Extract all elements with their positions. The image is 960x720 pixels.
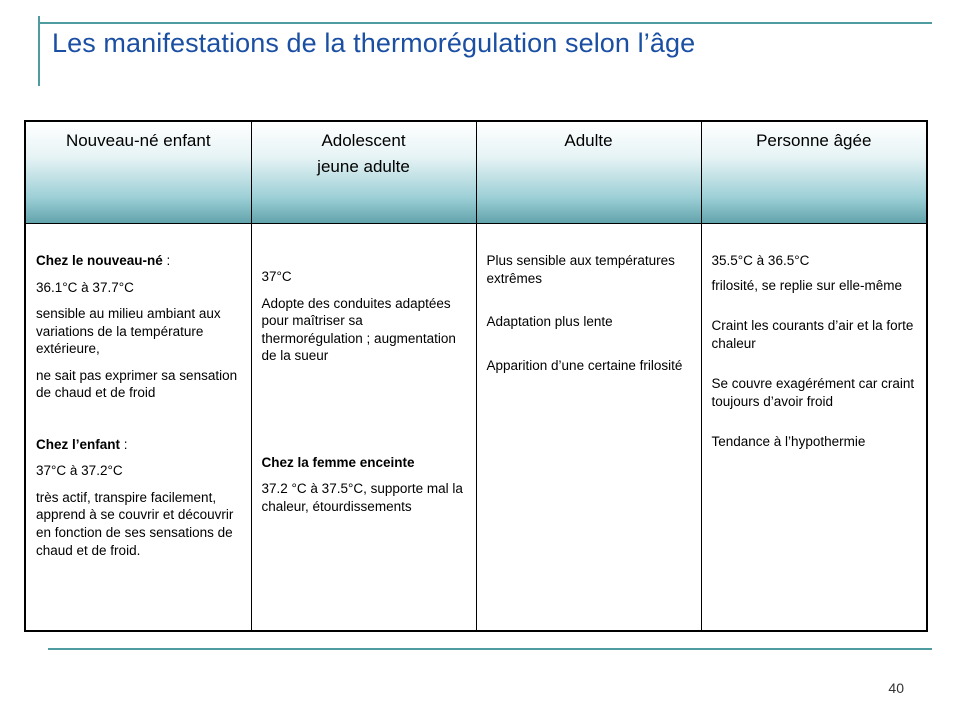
slide-title: Les manifestations de la thermorégulation selon l’âge: [52, 28, 696, 58]
agee-item-4: Tendance à l’hypothermie: [711, 434, 866, 450]
agee-temperature: 35.5°C à 36.5°C: [711, 253, 810, 268]
page-number: 40: [888, 680, 904, 696]
header-adolescent: [251, 122, 476, 224]
adulte-item-1: Plus sensible aux températures extrêmes: [486, 253, 675, 286]
header-adulte: [476, 122, 701, 224]
cell-adulte: [476, 224, 701, 631]
nn-heading: [36, 252, 243, 270]
ado-temperature: 37°C: [261, 269, 292, 284]
header-label: Nouveau-né enfant: [65, 131, 211, 150]
adulte-item-3: Apparition d’une certaine frilosité: [486, 357, 683, 373]
header-label-line2: jeune adulte: [317, 157, 410, 177]
thermoregulation-table: [24, 120, 928, 632]
agee-item-1: frilosité, se replie sur elle-même: [711, 277, 903, 293]
femme-enceinte-description: 37.2 °C à 37.5°C, supporte mal la chaleur, étourdissements: [261, 481, 463, 514]
enfant-description: très actif, transpire facilement, apprend à se couvrir et découvrir en fonction de ses sensations de chaud et de froid.: [36, 489, 234, 558]
enfant-heading: [36, 436, 243, 454]
adulte-item-2: Adaptation plus lente: [486, 314, 613, 330]
header-label: Adolescent: [321, 131, 406, 150]
left-decorative-line: [38, 16, 40, 86]
agee-item-2: Craint les courants d’air et la forte chaleur: [711, 318, 914, 351]
cell-adolescent: [251, 224, 476, 631]
bottom-decorative-line: [48, 648, 932, 650]
enfant-temperature: 37°C à 37.2°C: [36, 463, 123, 479]
spacer: [262, 374, 468, 454]
nn-description-1: sensible au milieu ambiant aux variations de la température extérieure,: [36, 306, 221, 357]
header-label: Personne âgée: [756, 131, 872, 150]
enfant-colon: :: [120, 436, 128, 452]
table-header-row: [26, 122, 926, 224]
header-personne-agee: [701, 122, 926, 224]
header-nouveau-ne-enfant: [26, 122, 251, 224]
agee-item-3: Se couvre exagérément car craint toujours d’avoir froid: [711, 376, 915, 409]
enfant-label: Chez l’enfant: [36, 436, 121, 452]
table-grid: [26, 122, 926, 630]
nn-colon: :: [162, 253, 171, 268]
top-decorative-line: [38, 22, 932, 24]
cell-nouveau-ne-enfant: [26, 224, 251, 631]
nn-temperature: 36.1°C à 37.7°C: [36, 279, 134, 295]
ado-description: Adopte des conduites adaptées pour maîtriser sa thermorégulation ; augmentation de la sueur: [261, 295, 456, 364]
header-label: Adulte: [564, 131, 613, 150]
nn-label: Chez le nouveau-né: [36, 253, 163, 268]
nn-description-2: ne sait pas exprimer sa sensation de chaud et de froid: [36, 367, 238, 401]
table-row: [26, 224, 926, 631]
cell-personne-agee: [701, 224, 926, 631]
femme-enceinte-label: Chez la femme enceinte: [261, 454, 415, 470]
